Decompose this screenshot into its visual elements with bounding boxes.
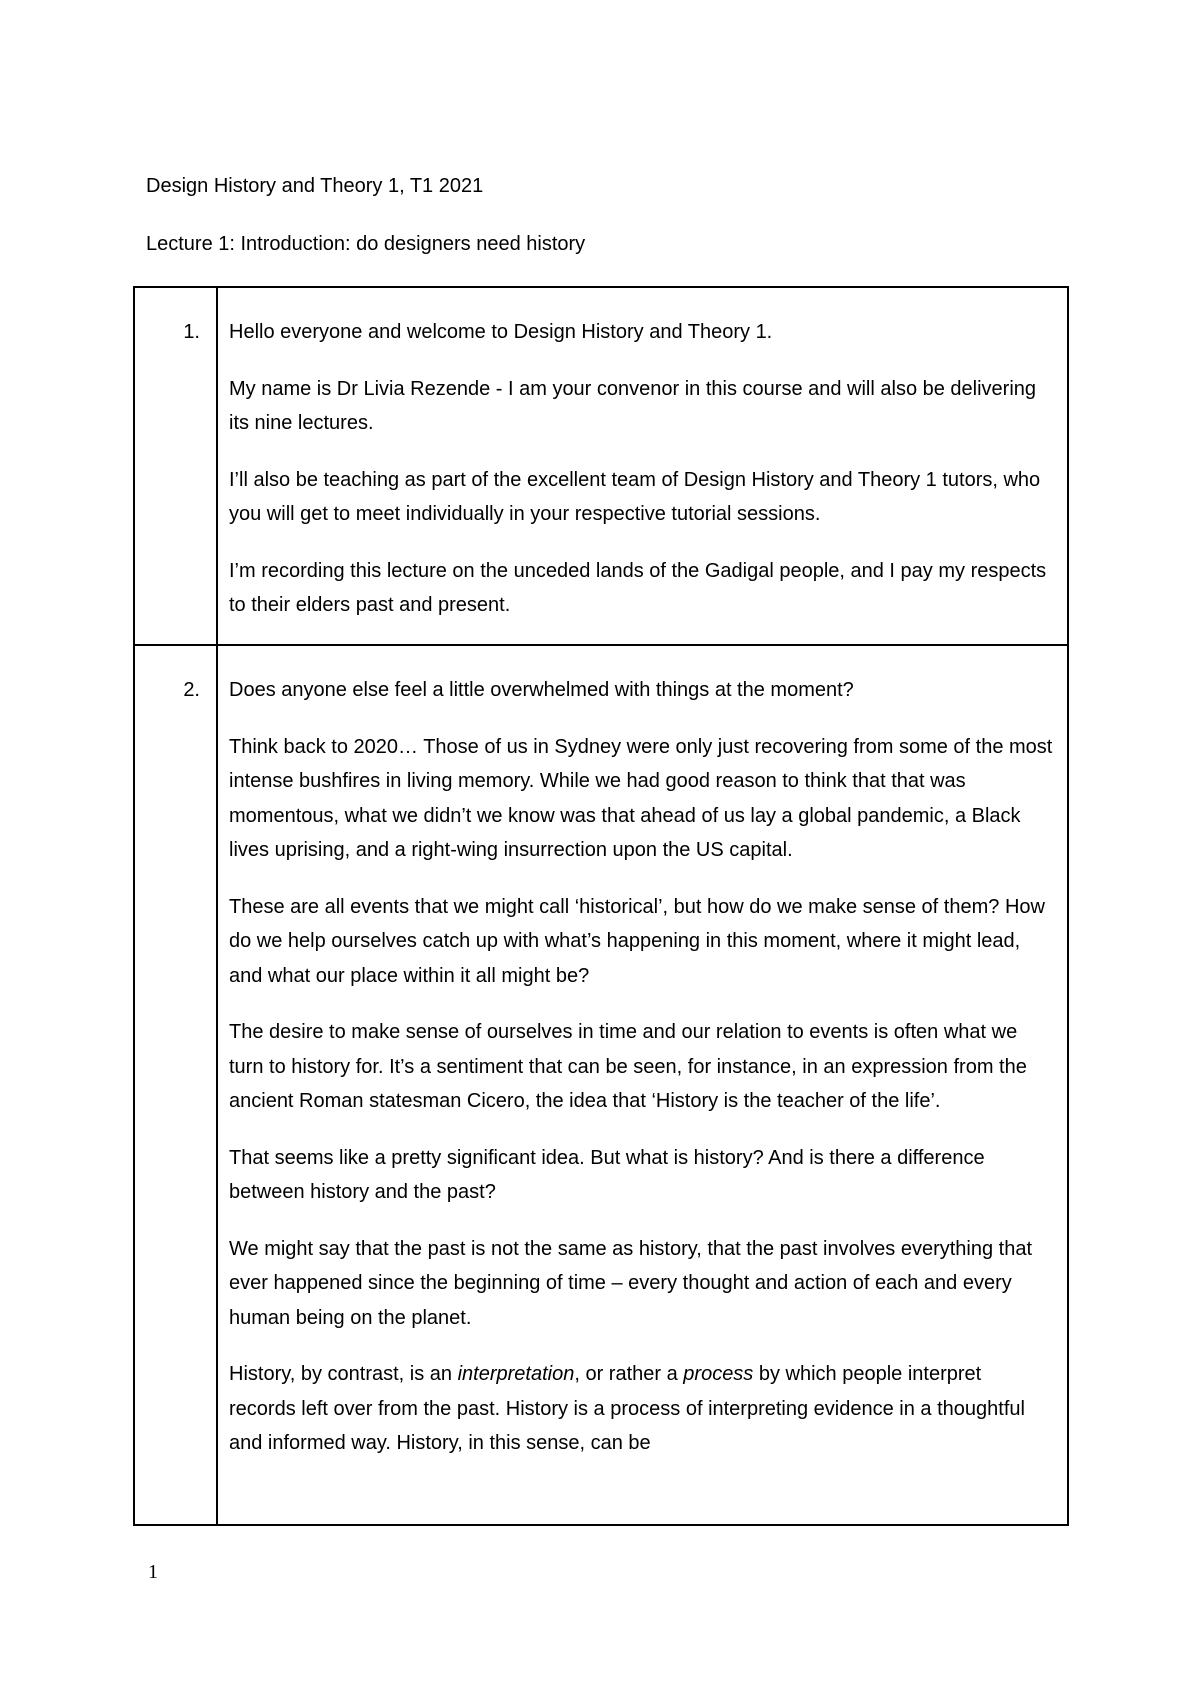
paragraph: I’ll also be teaching as part of the excellent team of Design History and Theory 1 tutors, who you will get to meet individually in your respective tutorial sessions.: [229, 468, 1041, 525]
row-text: [218, 288, 1067, 644]
table-row: [135, 288, 1067, 644]
paragraph: We might say that the past is not the same as history, that the past involves everything that ever happened since the beginning of time – every thought and action of each and every human being on the planet.: [229, 1237, 1033, 1329]
paragraph: Think back to 2020… Those of us in Sydney were only just recovering from some of the most intense bushfires in living memory. While we had good reason to think that that was momentous, what we didn’t we know was that ahead of us lay a global pandemic, a Black lives uprising, and a right-wing insurrection upon the US capital.: [229, 735, 1053, 861]
paragraph: Hello everyone and welcome to Design History and Theory 1.: [229, 321, 773, 343]
paragraph: The desire to make sense of ourselves in time and our relation to events is often what we turn to history for. It’s a sentiment that can be seen, for instance, in an expression from the ancient Roman statesman Cicero, the idea that ‘History is the teacher of the life’.: [229, 1021, 1027, 1112]
paragraph: I’m recording this lecture on the unceded lands of the Gadigal people, and I pay my respects to their elders past and present.: [229, 559, 1047, 616]
paragraph: My name is Dr Livia Rezende - I am your convenor in this course and will also be delivering its nine lectures.: [229, 377, 1037, 434]
paragraph-text: by which people interpret records left over from the past. History is a process of interpreting evidence in a thoughtful and informed way. History, in this sense, can be: [229, 1363, 1025, 1454]
emphasis-interpretation: interpretation: [457, 1363, 575, 1385]
paragraph: Does anyone else feel a little overwhelmed with things at the moment?: [229, 679, 854, 701]
paragraph: These are all events that we might call ‘historical’, but how do we make sense of them? How do we help ourselves catch up with what’s happening in this moment, where it might lead, and what our place within it all might be?: [229, 895, 1045, 987]
page-number: 1: [148, 1561, 158, 1583]
paragraph-text: History, by contrast, is an: [229, 1363, 458, 1385]
paragraph-text: , or rather a: [574, 1363, 684, 1385]
paragraph: [229, 1357, 1053, 1461]
lecture-script-table: [133, 286, 1069, 1526]
row-number: 2.: [135, 646, 218, 1524]
row-number: 1.: [135, 288, 218, 644]
paragraph: That seems like a pretty significant idea. But what is history? And is there a difference between history and the past?: [229, 1146, 985, 1203]
table-row: [135, 644, 1067, 1524]
row-text: [218, 646, 1067, 1524]
lecture-subtitle: Lecture 1: Introduction: do designers need history: [146, 233, 586, 255]
document-title: Design History and Theory 1, T1 2021: [146, 175, 484, 197]
emphasis-process: process: [683, 1363, 754, 1385]
